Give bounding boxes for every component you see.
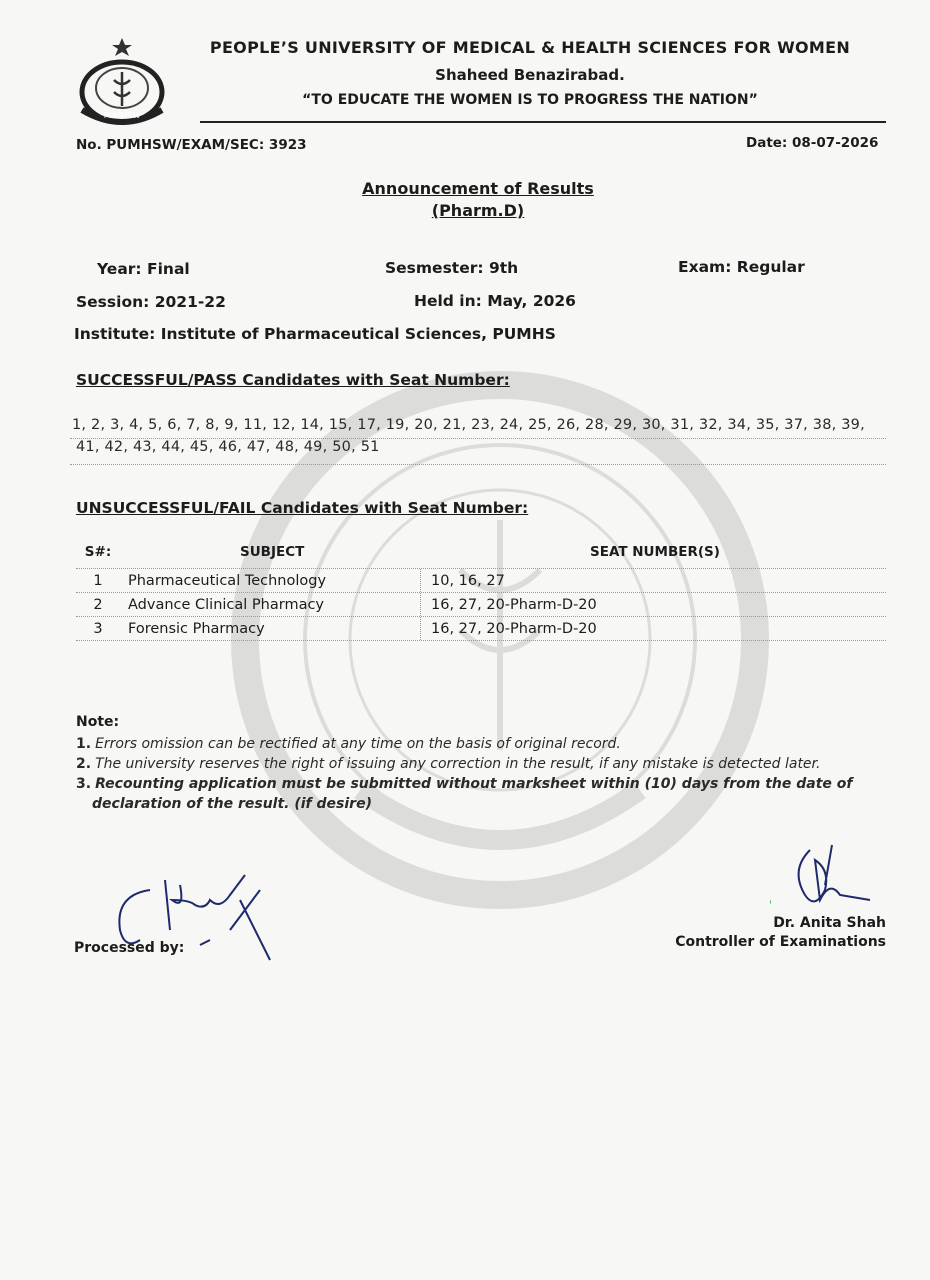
university-name: PEOPLE’S UNIVERSITY OF MEDICAL & HEALTH SCIENCES FOR WOMEN	[209, 38, 851, 57]
document-title	[280, 178, 676, 222]
note-number: 3.	[76, 776, 92, 792]
info-semester: Sesmester: 9th	[385, 259, 519, 277]
note-text: Errors omission can be rectified at any time on the basis of original record.	[95, 736, 621, 752]
table-row	[76, 593, 886, 617]
note-text-continued: declaration of the result. (if desire)	[92, 796, 372, 812]
fail-table-header	[76, 538, 886, 569]
column-header-subject: SUBJECT	[240, 544, 305, 560]
row-subject: Forensic Pharmacy	[128, 621, 265, 637]
info-institute: Institute: Institute of Pharmaceutical Sciences, PUMHS	[74, 325, 556, 343]
note-item	[76, 774, 876, 814]
info-exam: Exam: Regular	[678, 258, 805, 276]
pass-seat-list	[72, 414, 892, 458]
row-sn: 3	[93, 621, 103, 637]
row-seats: 16, 27, 20-Pharm-D-20	[420, 617, 731, 640]
notes-title: Note:	[76, 714, 120, 730]
university-motto: “TO EDUCATE THE WOMEN IS TO PROGRESS THE NATION”	[302, 92, 758, 108]
dotted-divider	[70, 464, 886, 465]
table-row	[76, 617, 886, 641]
fail-table	[76, 538, 886, 641]
university-logo-icon	[72, 36, 172, 128]
column-header-sn: S#:	[84, 544, 112, 560]
info-held-in: Held in: May, 2026	[414, 292, 576, 310]
note-number: 1.	[76, 736, 92, 752]
row-subject: Pharmaceutical Technology	[128, 573, 327, 589]
reference-number: No. PUMHSW/EXAM/SEC: 3923	[76, 137, 307, 153]
processed-by-label: Processed by:	[74, 940, 185, 956]
header-divider	[200, 121, 886, 123]
row-sn: 2	[93, 597, 103, 613]
note-item	[76, 734, 876, 754]
controller-signature-icon	[770, 840, 880, 920]
controller-title: Controller of Examinations	[675, 934, 886, 950]
notes-section	[76, 714, 876, 814]
fail-heading: UNSUCCESSFUL/FAIL Candidates with Seat Number:	[76, 499, 529, 517]
info-session: Session: 2021-22	[76, 293, 226, 311]
column-header-seats: SEAT NUMBER(S)	[590, 544, 720, 560]
dotted-divider	[70, 438, 886, 439]
row-seats: 16, 27, 20-Pharm-D-20	[420, 593, 731, 616]
logo-text: PUMHSW	[103, 111, 141, 120]
pass-seat-line-1: 1, 2, 3, 4, 5, 6, 7, 8, 9, 11, 12, 14, 15, 17, 19, 20, 21, 23, 24, 25, 26, 28, 29, 30, 31, 32, 34, 35, 37, 38, 39,	[72, 417, 865, 433]
title-line-1: Announcement of Results	[362, 179, 594, 198]
table-row	[76, 569, 886, 593]
pass-heading: SUCCESSFUL/PASS Candidates with Seat Number:	[76, 371, 510, 389]
note-item	[76, 754, 876, 774]
pass-seat-line-2: 41, 42, 43, 44, 45, 46, 47, 48, 49, 50, 51	[76, 439, 380, 455]
note-number: 2.	[76, 756, 92, 772]
university-city: Shaheed Benazirabad.	[435, 66, 625, 84]
row-sn: 1	[93, 573, 103, 589]
notice-date: Date: 08-07-2026	[746, 135, 879, 151]
note-text: The university reserves the right of issuing any correction in the result, if any mistake is detected later.	[95, 756, 821, 772]
row-seats: 10, 16, 27	[420, 569, 731, 592]
title-line-2: (Pharm.D)	[431, 201, 525, 220]
row-subject: Advance Clinical Pharmacy	[128, 597, 325, 613]
note-text: Recounting application must be submitted without marksheet within (10) days from the date of	[95, 776, 853, 792]
info-year: Year: Final	[97, 260, 190, 278]
controller-name: Dr. Anita Shah	[773, 915, 886, 931]
